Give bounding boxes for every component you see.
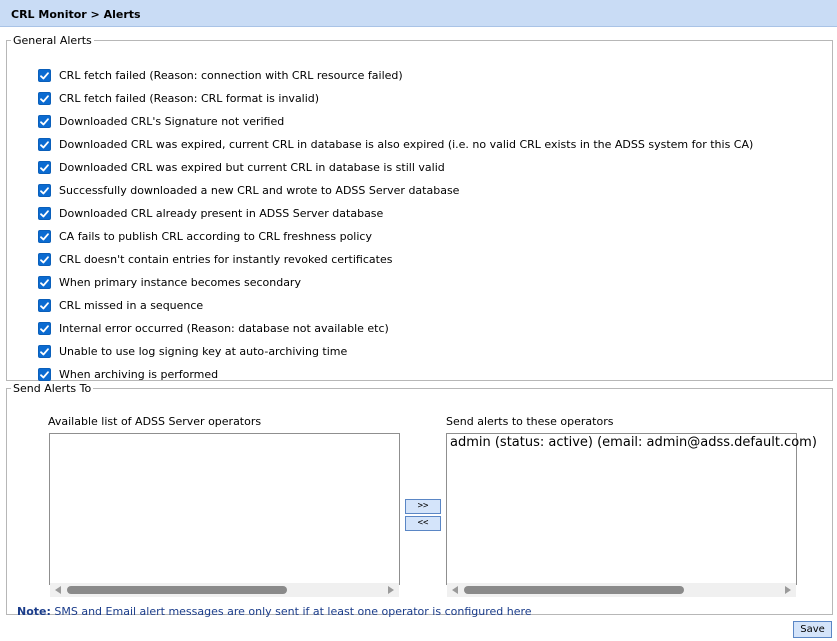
alert-checkbox[interactable]	[38, 322, 51, 335]
general-alerts-fieldset	[6, 34, 833, 381]
alert-checkbox[interactable]	[38, 368, 51, 381]
save-button[interactable]: Save	[793, 621, 832, 638]
alert-checkbox[interactable]	[38, 345, 51, 358]
alert-checkbox[interactable]	[38, 115, 51, 128]
alert-row[interactable]	[38, 340, 753, 363]
alert-label: CRL fetch failed (Reason: connection with CRL resource failed)	[59, 69, 403, 82]
alert-label: Downloaded CRL was expired, current CRL in database is also expired (i.e. no valid CRL exists in the ADSS system for this CA)	[59, 138, 754, 151]
alert-checkbox-list	[38, 64, 753, 386]
alert-checkbox[interactable]	[38, 92, 51, 105]
alert-label: CRL missed in a sequence	[59, 299, 204, 312]
alert-checkbox[interactable]	[38, 184, 51, 197]
alert-row[interactable]	[38, 317, 753, 340]
alert-checkbox[interactable]	[38, 253, 51, 266]
operator-option[interactable]: admin (status: active) (email: admin@adss.default.com)	[450, 435, 817, 450]
send-alerts-fieldset	[6, 382, 833, 618]
alert-checkbox[interactable]	[38, 138, 51, 151]
general-alerts-legend: General Alerts	[13, 34, 92, 47]
scroll-right-arrow-icon[interactable]	[388, 586, 394, 594]
selected-list-scrollbar[interactable]	[447, 583, 796, 597]
alert-row[interactable]	[38, 294, 753, 317]
operator-note	[17, 605, 532, 618]
alert-label: Internal error occurred (Reason: database not available etc)	[59, 322, 389, 335]
alert-row[interactable]	[38, 110, 753, 133]
alert-label: Successfully downloaded a new CRL and wrote to ADSS Server database	[59, 184, 460, 197]
available-list-scrollbar[interactable]	[50, 583, 399, 597]
alert-label: CRL fetch failed (Reason: CRL format is invalid)	[59, 92, 320, 105]
alert-row[interactable]	[38, 87, 753, 110]
alert-row[interactable]	[38, 156, 753, 179]
selected-operators-list[interactable]	[446, 433, 817, 585]
note-prefix: Note:	[17, 605, 51, 618]
add-operator-button[interactable]: >>	[405, 499, 441, 514]
alert-row[interactable]	[38, 271, 753, 294]
alert-row[interactable]	[38, 64, 753, 87]
page-title: CRL Monitor > Alerts	[0, 0, 837, 27]
alert-row[interactable]	[38, 202, 753, 225]
alert-checkbox[interactable]	[38, 276, 51, 289]
available-operators-list[interactable]	[49, 433, 400, 585]
alert-label: Unable to use log signing key at auto-archiving time	[59, 345, 348, 358]
alert-label: CRL doesn't contain entries for instantly revoked certificates	[59, 253, 393, 266]
alert-label: Downloaded CRL's Signature not verified	[59, 115, 285, 128]
alert-checkbox[interactable]	[38, 299, 51, 312]
alert-checkbox[interactable]	[38, 230, 51, 243]
alert-label: Downloaded CRL already present in ADSS Server database	[59, 207, 384, 220]
scrollbar-thumb[interactable]	[464, 586, 684, 594]
alert-label: When archiving is performed	[59, 368, 219, 381]
alert-row[interactable]	[38, 225, 753, 248]
alert-checkbox[interactable]	[38, 161, 51, 174]
alert-label: When primary instance becomes secondary	[59, 276, 301, 289]
alert-label: CA fails to publish CRL according to CRL freshness policy	[59, 230, 372, 243]
send-alerts-legend: Send Alerts To	[13, 382, 92, 395]
note-text: SMS and Email alert messages are only sent if at least one operator is configured here	[54, 605, 532, 618]
alert-row[interactable]	[38, 133, 753, 156]
alert-row[interactable]	[38, 248, 753, 271]
alert-label: Downloaded CRL was expired but current CRL in database is still valid	[59, 161, 445, 174]
alert-checkbox[interactable]	[38, 69, 51, 82]
scrollbar-thumb[interactable]	[67, 586, 287, 594]
remove-operator-button[interactable]: <<	[405, 516, 441, 531]
scroll-left-arrow-icon[interactable]	[452, 586, 458, 594]
alert-checkbox[interactable]	[38, 207, 51, 220]
selected-operators-label: Send alerts to these operators	[446, 415, 614, 428]
scroll-left-arrow-icon[interactable]	[55, 586, 61, 594]
alert-row[interactable]	[38, 179, 753, 202]
available-operators-label: Available list of ADSS Server operators	[48, 415, 262, 428]
scroll-right-arrow-icon[interactable]	[785, 586, 791, 594]
